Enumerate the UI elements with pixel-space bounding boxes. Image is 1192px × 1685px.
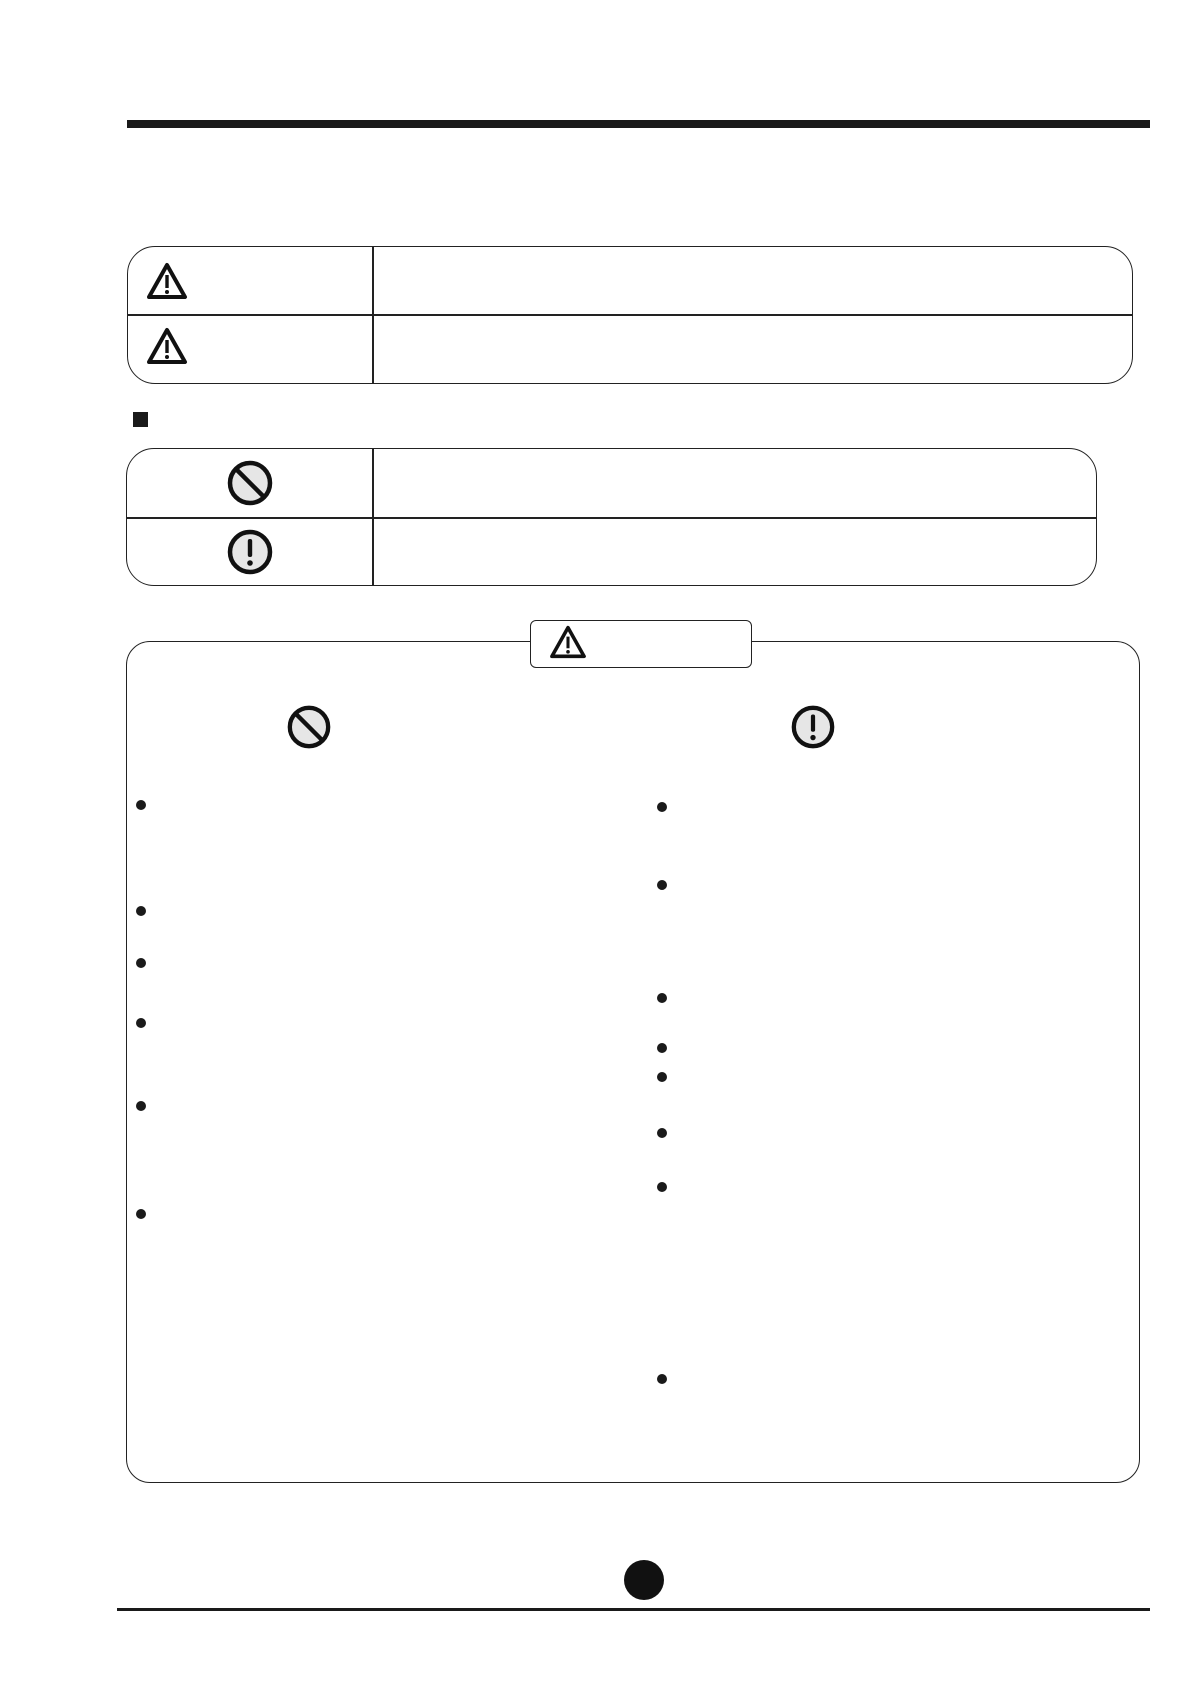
symbol-description (389, 518, 1079, 586)
bullet-icon (657, 802, 667, 812)
caution-panel (126, 641, 1140, 1483)
footer-rule (117, 1608, 1150, 1611)
bullet-icon (657, 1128, 667, 1138)
signal-word-label (200, 247, 368, 314)
mandatory-icon (127, 518, 372, 586)
bullet-icon (136, 906, 146, 916)
mandatory-icon (790, 704, 836, 755)
bullet-icon (657, 993, 667, 1003)
bullet-icon (136, 1101, 146, 1111)
warning-triangle-icon (142, 320, 192, 372)
bullet-icon (136, 800, 146, 810)
symbols-table (126, 448, 1097, 586)
symbol-description (389, 449, 1079, 517)
bullet-icon (657, 1043, 667, 1053)
signal-word-label (200, 315, 368, 382)
page-number (624, 1560, 664, 1600)
bullet-icon (657, 880, 667, 890)
bullet-icon (657, 1182, 667, 1192)
warning-triangle-icon (142, 255, 192, 307)
caution-tab (530, 620, 752, 668)
signal-word-description (390, 315, 1120, 382)
signal-word-table (127, 246, 1133, 384)
square-bullet-icon (133, 412, 148, 427)
bullet-icon (136, 1209, 146, 1219)
bullet-icon (136, 958, 146, 968)
warning-triangle-icon (549, 625, 587, 664)
prohibited-icon (127, 449, 372, 517)
prohibited-icon (286, 704, 332, 755)
bullet-icon (657, 1374, 667, 1384)
signal-word-description (390, 247, 1120, 314)
header-rule (127, 120, 1150, 128)
bullet-icon (136, 1018, 146, 1028)
bullet-icon (657, 1072, 667, 1082)
